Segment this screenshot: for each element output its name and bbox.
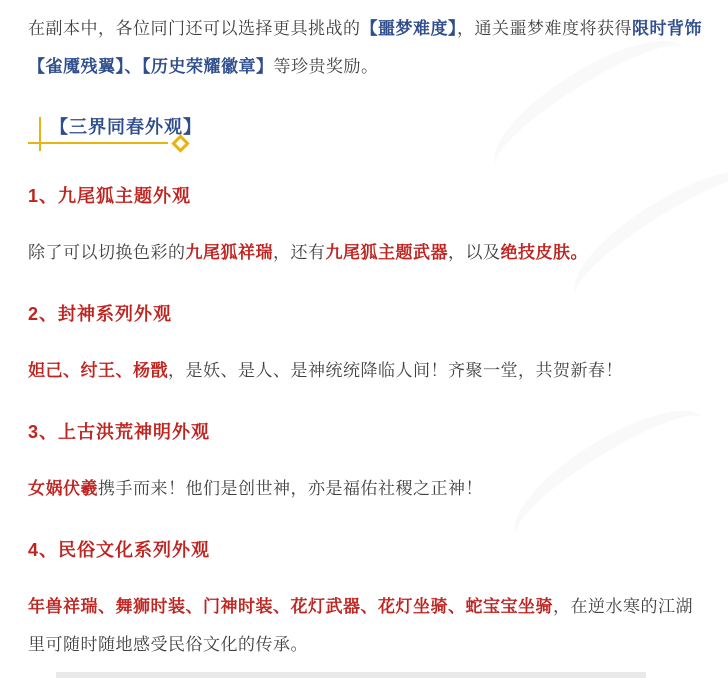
text-segment: 年兽祥瑞、舞狮时装、门神时装、花灯武器、花灯坐骑、蛇宝宝坐骑 — [28, 597, 553, 616]
text-segment: 1、九尾狐主题外观 — [28, 186, 192, 206]
paragraph-fengshen-series — [28, 352, 704, 390]
text-segment: 女娲伏羲 — [28, 479, 98, 498]
heading-ancient-gods — [28, 420, 704, 444]
text-segment: ，在逆水寒的江湖里可随时随地感受民俗文化的传承。 — [28, 597, 693, 654]
gold-vertical-line — [39, 117, 41, 151]
paragraph-ancient-gods — [28, 470, 704, 508]
heading-fengshen-series — [28, 302, 704, 326]
next-block-edge — [56, 672, 646, 678]
section-title-block — [28, 116, 704, 154]
text-segment: 除了可以切换色彩的 — [28, 243, 186, 262]
intro-paragraph — [28, 10, 704, 86]
text-segment: ，是妖、是人、是神统统降临人间！齐聚一堂，共贺新春！ — [168, 361, 623, 380]
text-segment: ，还有 — [273, 243, 326, 262]
text-segment: ，以及 — [448, 243, 501, 262]
text-segment: 携手而来！他们是创世神，亦是福佑社稷之正神！ — [98, 479, 483, 498]
text-segment: ，通关噩梦难度将获得 — [457, 19, 632, 38]
text-segment: 【噩梦难度】 — [360, 19, 457, 38]
section-title: 【三界同春外观】 — [50, 117, 202, 137]
text-segment: 妲己、纣王、杨戬 — [28, 361, 168, 380]
text-segment: 绝技皮肤。 — [500, 243, 588, 262]
text-segment: 九尾狐祥瑞 — [185, 243, 273, 262]
paragraph-folk-culture — [28, 588, 704, 664]
text-segment: 九尾狐主题武器 — [325, 243, 448, 262]
text-segment: 4、民俗文化系列外观 — [28, 540, 211, 560]
text-segment: 限时背饰【雀魇残翼】、【历史荣耀徽章】 — [28, 19, 702, 76]
text-segment: 3、上古洪荒神明外观 — [28, 422, 211, 442]
gold-horizontal-line — [28, 142, 168, 144]
text-segment: 2、封神系列外观 — [28, 304, 173, 324]
heading-fox-theme — [28, 184, 704, 208]
text-segment: 等珍贵奖励。 — [273, 57, 379, 76]
text-segment: 在副本中，各位同门还可以选择更具挑战的 — [28, 19, 361, 38]
heading-folk-culture — [28, 538, 704, 562]
paragraph-fox-theme — [28, 234, 704, 272]
